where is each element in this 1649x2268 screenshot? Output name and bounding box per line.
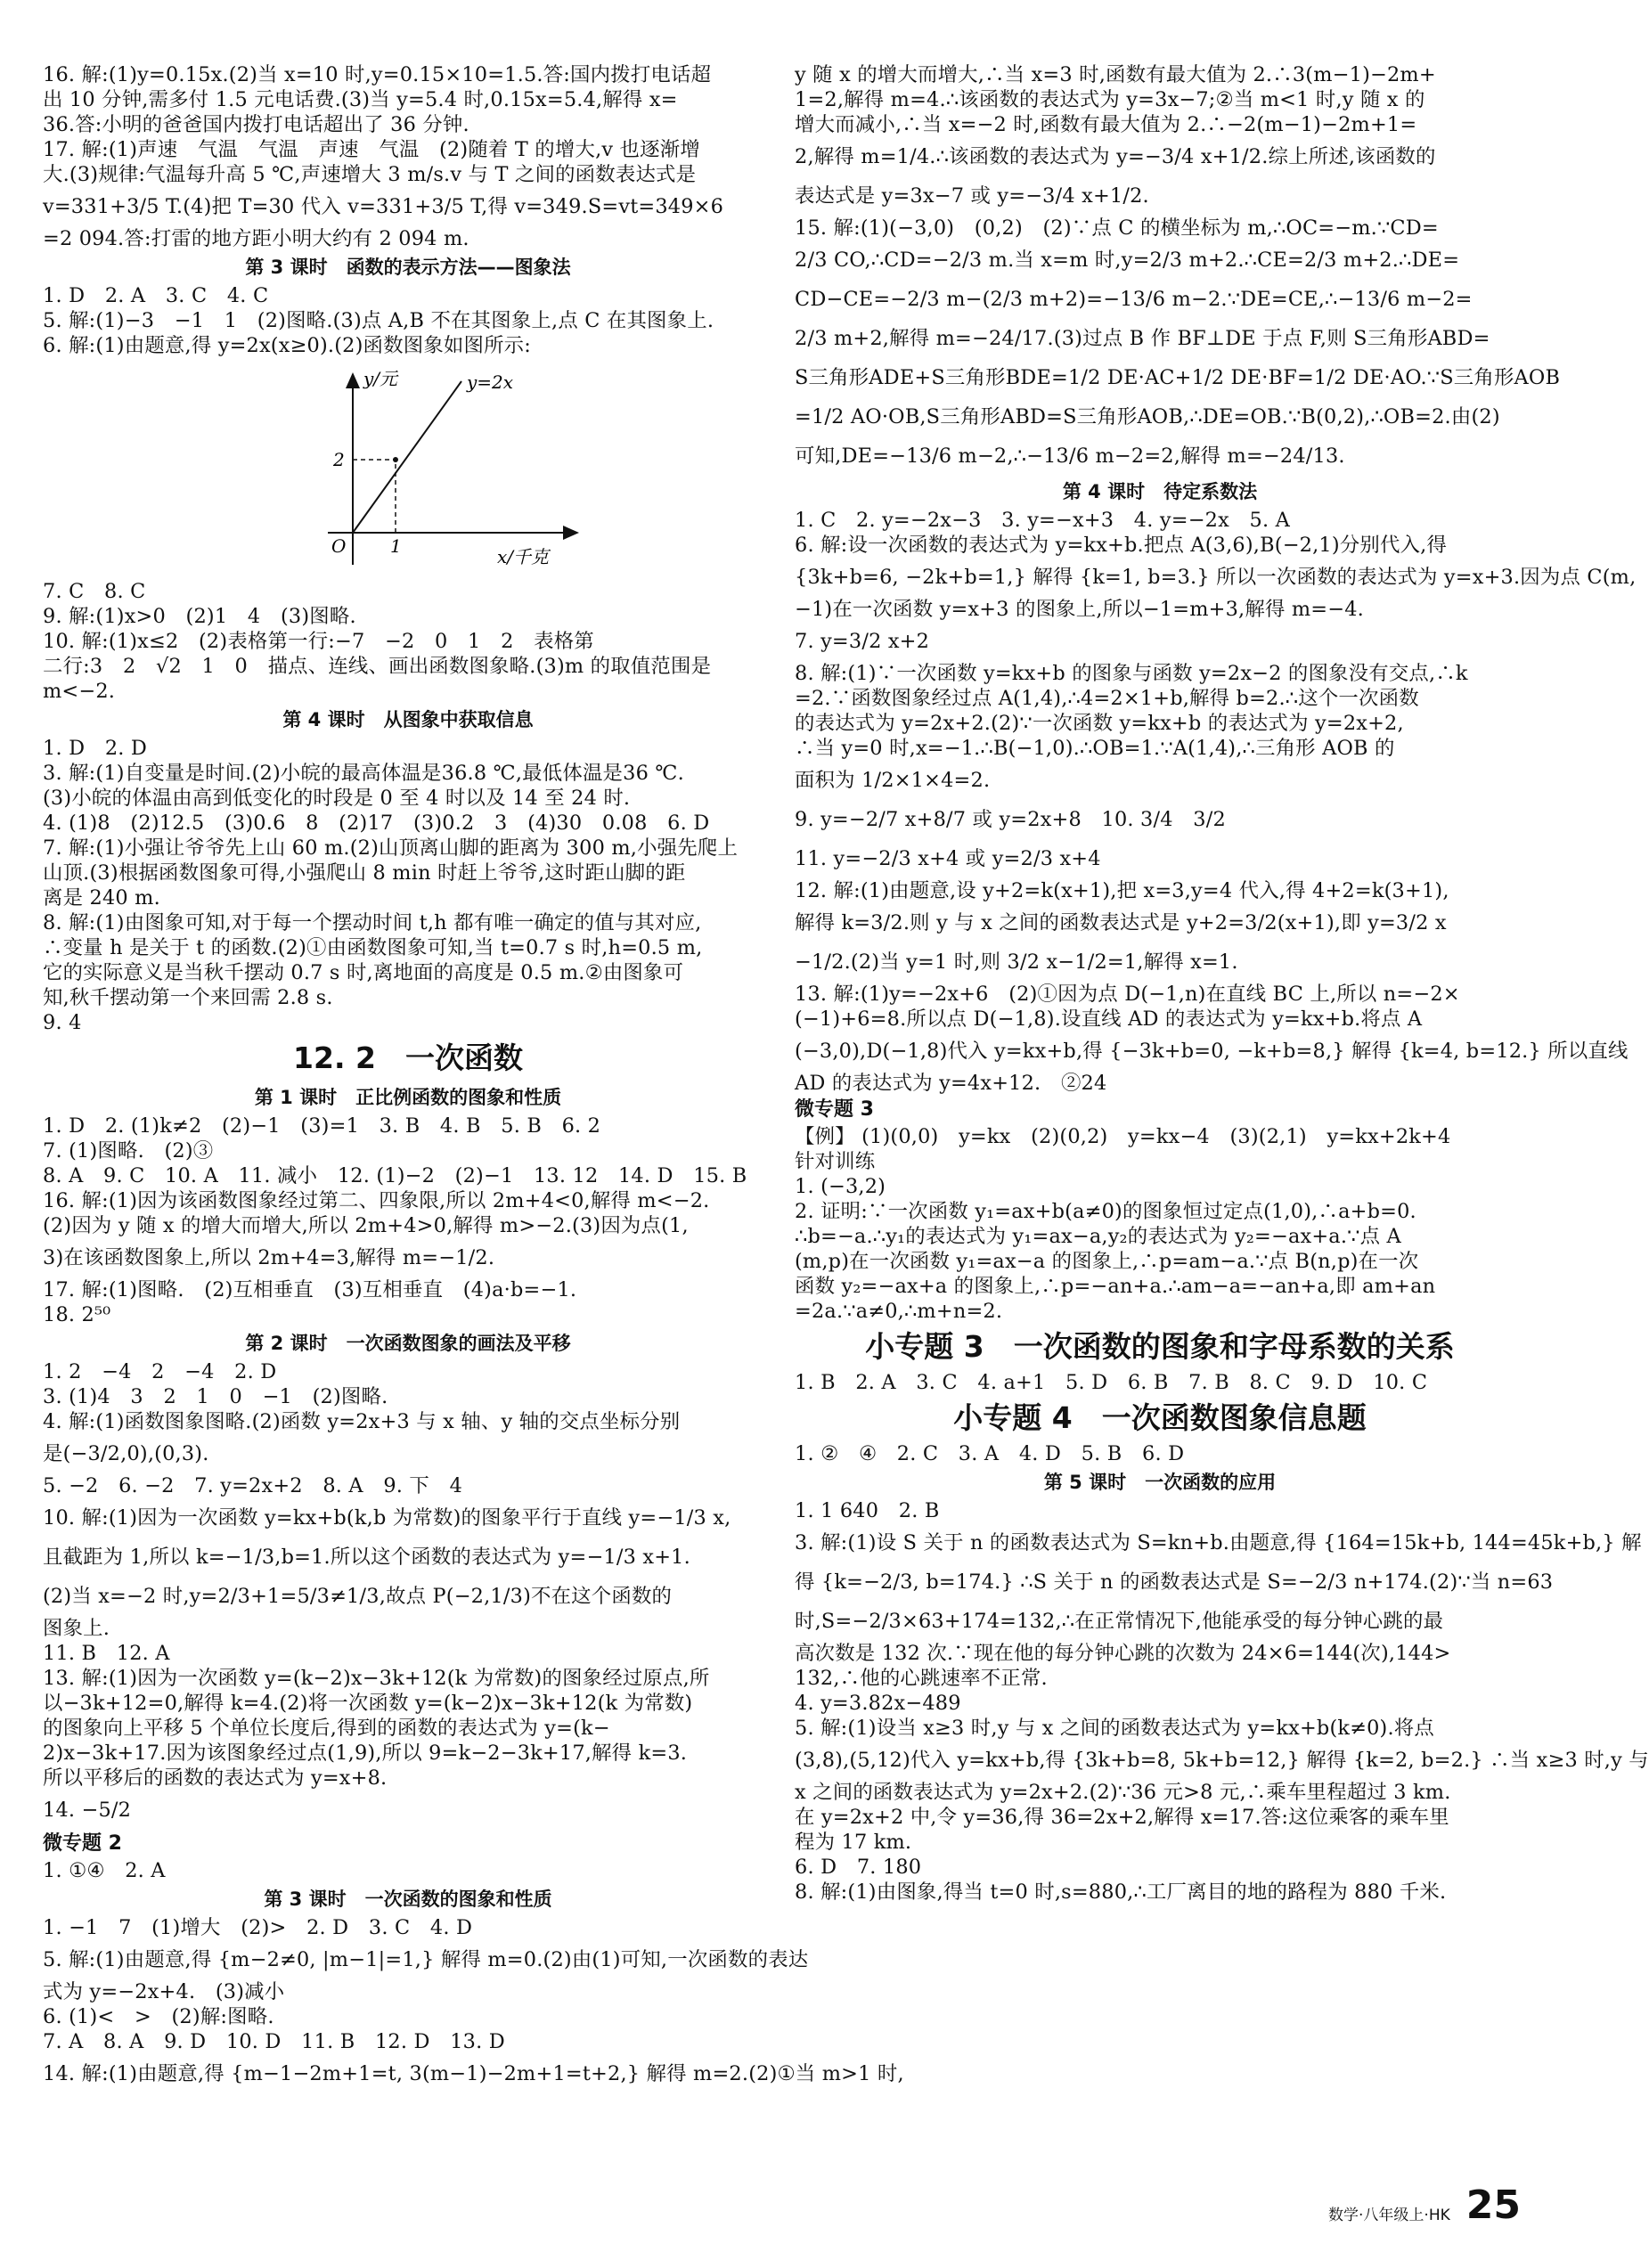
answer-line: 它的实际意义是当秋千摆动 0.7 s 时,离地面的高度是 0.5 m.②由图象可 [43,961,684,984]
answer-line: (m,p)在一次函数 y₁=ax−a 的图象上,∴p=am−a.∵点 B(n,p)在一次 [795,1250,1419,1273]
answer-line: =2a.∵a≠0,∴m+n=2. [795,1300,1003,1323]
answer-line: 6. D 7. 180 [795,1856,922,1879]
answer-line: 5. 解:(1)−3 −1 1 (2)图略.(3)点 A,B 不在其图象上,点 C 在其图象上. [43,309,714,332]
answer-line: 高次数是 132 次.∵现在他的每分钟心跳的次数为 24×6=144(次),144> [795,1642,1451,1665]
answer-line: =2.∵函数图象经过点 A(1,4),∴4=2×1+b,解得 b=2.∴这个一次函数 [795,687,1419,710]
answer-line: 时,S=−2/3×63+174=132,∴在正常情况下,他能承受的每分钟心跳的最 [795,1610,1444,1633]
answer-line: 得 {k=−2/3, b=174.} ∴S 关于 n 的函数表达式是 S=−2/3 n+174.(2)∵当 n=63 [795,1570,1554,1594]
answer-line: 二行:3 2 √2 1 0 描点、连线、画出函数图象略.(3)m 的取值范围是 [43,655,712,678]
answer-line: 132,∴他的心跳速率不正常. [795,1667,1048,1690]
answer-line: 7. C 8. C [43,580,146,603]
answer-line: 1. ①④ 2. A [43,1859,166,1882]
answer-line: ∴变量 h 是关于 t 的函数.(2)①由函数图象可知,当 t=0.7 s 时,h=0.5 m, [43,936,703,959]
answer-line: 6. (1)< > (2)解:图略. [43,2005,274,2028]
point-marker [393,457,398,462]
answer-line: 且截距为 1,所以 k=−1/3,b=1.所以这个函数的表达式为 y=−1/3 x+1. [43,1546,690,1569]
origin-label: O [331,535,347,557]
answer-line: 17. 解:(1)声速 气温 气温 声速 气温 (2)随着 T 的增大,v 也逐渐增 [43,138,700,161]
graph-svg [310,362,595,575]
answer-line: =1/2 AO·OB,S三角形ABD=S三角形AOB,∴DE=OB.∵B(0,2),∴OB=2.由(2) [795,405,1500,428]
answer-line: 【例】 (1)(0,0) y=kx (2)(0,2) y=kx−4 (3)(2,1) y=kx+2k+4 [795,1125,1451,1148]
answer-line: 1. 1 640 2. B [795,1499,940,1522]
answer-line: {3k+b=6, −2k+b=1,} 解得 {k=1, b=3.} 所以一次函数的表达式为 y=x+3.因为点 C(m, [795,566,1637,589]
answer-line: 13. 解:(1)因为一次函数 y=(k−2)x−3k+12(k 为常数)的图象经过原点,所 [43,1667,710,1690]
left-block4 [43,736,773,1035]
answer-line: 解得 k=3/2.则 y 与 x 之间的函数表达式是 y+2=3/2(x+1),即 y=3/2 x [795,911,1447,934]
answer-line: 7. 解:(1)小强让爷爷先上山 60 m.(2)山顶离山脚的距离为 300 m,小强先爬上 [43,836,739,860]
answer-line: 7. A 8. A 9. D 10. D 11. B 12. D 13. D [43,2030,505,2053]
answer-line: 8. 解:(1)∵一次函数 y=kx+b 的图象与函数 y=2x−2 的图象没有交点,∴k [795,662,1468,685]
line-label: y=2x [467,371,514,393]
answer-line: 表达式是 y=3x−7 或 y=−3/4 x+1/2. [795,184,1149,208]
answer-line: 36.答:小明的爸爸国内拨打电话超出了 36 分钟. [43,113,469,136]
left-block3 [43,579,773,704]
answer-line: 面积为 1/2×1×4=2. [795,769,991,792]
answer-line: 2/3 CO,∴CD=−2/3 m.当 x=m 时,y=2/3 m+2.∴CE=2/3 m+2.∴DE= [795,249,1460,272]
answer-line: 3. (1)4 3 2 1 0 −1 (2)图略. [43,1385,388,1408]
answer-line: 的表达式为 y=2x+2.(2)∵一次函数 y=kx+b 的表达式为 y=2x+2, [795,712,1404,735]
answer-line: (2)当 x=−2 时,y=2/3+1=5/3≠1/3,故点 P(−2,1/3)不在这个函数的 [43,1585,673,1608]
answer-line: AD 的表达式为 y=4x+12. ②24 [795,1072,1107,1095]
answer-line: =2 094.答:打雷的地方距小明大约有 2 094 m. [43,227,469,250]
answer-line: 1. D 2. D [43,737,148,760]
answer-line: 知,秋千摆动第一个来回需 2.8 s. [43,986,333,1009]
answer-line: 7. y=3/2 x+2 [795,630,930,653]
answer-line: 山顶.(3)根据函数图象可得,小强爬山 8 min 时赶上爷爷,这时距山脚的距 [43,861,686,885]
page-number: 25 [1465,2182,1521,2228]
answer-line: 2,解得 m=1/4.∴该函数的表达式为 y=−3/4 x+1/2.综上所述,该函数的 [795,145,1436,168]
lesson-heading: 第 4 课时 待定系数法 [1062,481,1258,502]
page-footer [1328,2182,1521,2228]
left-block5 [43,1114,773,1327]
answer-line: 15. 解:(1)(−3,0) (0,2) (2)∵点 C 的横坐标为 m,∴OC=−m.∵CD= [795,216,1439,240]
answer-line: 函数 y₂=−ax+a 的图象上,∴p=−an+a.∴am−a=−an+a,即 am+an [795,1275,1436,1298]
left-block6 [43,1359,773,1830]
function-graph [310,362,595,575]
answer-line: 10. 解:(1)因为一次函数 y=kx+b(k,b 为常数)的图象平行于直线 y=−1/3 x, [43,1506,731,1530]
mini-topic-heading: 微专题 2 [43,1832,122,1855]
x-axis-label: x/千克 [497,546,550,567]
answer-line: 以−3k+12=0,解得 k=4.(2)将一次函数 y=(k−2)x−3k+12(k 为常数) [43,1692,693,1715]
answer-line: 2. 证明:∵一次函数 y₁=ax+b(a≠0)的图象恒过定点(1,0),∴a+b=0. [795,1200,1416,1223]
answer-line: 4. y=3.82x−489 [795,1692,961,1715]
right-block1 [795,62,1561,476]
answer-line: 1. −1 7 (1)增大 (2)> 2. D 3. C 4. D [43,1916,473,1939]
answer-line: m<−2. [43,680,116,703]
tick-y-label: 2 [333,449,345,470]
answer-line: 6. 解:(1)由题意,得 y=2x(x≥0).(2)函数图象如图所示: [43,334,532,357]
right-block6 [795,1498,1649,1905]
answer-line: 1. D 2. A 3. C 4. C [43,284,269,307]
answer-line: 是(−3/2,0),(0,3). [43,1442,209,1465]
y-axis-label: y/元 [363,368,398,389]
answer-line: 1. 2 −4 2 −4 2. D [43,1360,277,1383]
answer-line: 14. −5/2 [43,1799,132,1822]
answer-line: 1. C 2. y=−2x−3 3. y=−x+3 4. y=−2x 5. A [795,509,1290,532]
left-block2 [43,283,773,358]
answer-line: 7. (1)图略. (2)③ [43,1139,214,1163]
answer-line: 增大而减小,∴当 x=−2 时,函数有最大值为 2.∴−2(m−1)−2m+1= [795,113,1417,136]
answer-line: (−3,0),D(−1,8)代入 y=kx+b,得 {−3k+b=0, −k+b=8,} 解得 {k=4, b=12.} 所以直线 [795,1040,1629,1063]
answer-line: 8. 解:(1)由图象可知,对于每一个摆动时间 t,h 都有唯一确定的值与其对应, [43,911,702,934]
answer-line: S三角形ADE+S三角形BDE=1/2 DE·AC+1/2 DE·BF=1/2 DE·AO.∵S三角形AOB [795,366,1561,389]
answer-line: 出 10 分钟,需多付 1.5 元电话费.(3)当 y=5.4 时,0.15x=5.4,解得 x= [43,88,678,111]
answer-line: x 之间的函数表达式为 y=2x+2.(2)∵36 元>8 元,∴乘车里程超过 3 km. [795,1781,1451,1804]
answer-line: 针对训练 [795,1150,876,1173]
answer-line: 3. 解:(1)自变量是时间.(2)小皖的最高体温是36.8 ℃,最低体温是36 ℃. [43,762,684,785]
answer-line: ∴当 y=0 时,x=−1.∴B(−1,0).∴OB=1.∵A(1,4),∴三角形 AOB 的 [795,737,1395,760]
lesson-heading: 第 4 课时 从图象中获取信息 [282,709,534,730]
answer-line: (3)小皖的体温由高到低变化的时段是 0 至 4 时以及 14 至 24 时. [43,787,631,810]
answer-line: 16. 解:(1)y=0.15x.(2)当 x=10 时,y=0.15×10=1.5.答:国内拨打电话超 [43,63,712,86]
answer-line: 5. 解:(1)设当 x≥3 时,y 与 x 之间的函数表达式为 y=kx+b(k≠0).将点 [795,1717,1434,1740]
answer-line: 5. −2 6. −2 7. y=2x+2 8. A 9. 下 4 [43,1474,463,1497]
answer-line: 8. A 9. C 10. A 11. 减小 12. (1)−2 (2)−1 13. 12 14. D 15. B [43,1164,747,1187]
answer-line: 式为 y=−2x+4. (3)减小 [43,1980,285,2003]
answer-line: −1/2.(2)当 y=1 时,则 3/2 x−1/2=1,解得 x=1. [795,950,1238,974]
answer-line: 4. (1)8 (2)12.5 (3)0.6 8 (2)17 (3)0.2 3 (4)30 0.08 6. D [43,812,710,835]
answer-line: 2/3 m+2,解得 m=−24/17.(3)过点 B 作 BF⊥DE 于点 F,则 S三角形ABD= [795,327,1490,350]
lesson-heading: 第 3 课时 一次函数的图象和性质 [264,1889,552,1910]
answer-line: CD−CE=−2/3 m−(2/3 m+2)=−13/6 m−2.∵DE=CE,∴−13/6 m−2= [795,288,1473,311]
answer-line: 1=2,解得 m=4.∴该函数的表达式为 y=3x−7;②当 m<1 时,y 随 x 的 [795,88,1425,111]
right-block5 [795,1441,1525,1466]
right-block2 [795,508,1637,1096]
answer-line: 程为 17 km. [795,1831,912,1854]
answer-line: 16. 解:(1)因为该函数图象经过第二、四象限,所以 2m+4<0,解得 m<−2. [43,1189,710,1212]
answer-line: 离是 240 m. [43,886,160,910]
answer-line: 可知,DE=−13/6 m−2,∴−13/6 m−2=2,解得 m=−24/13. [795,445,1345,468]
book-info: 数学·八年级上·HK [1328,2207,1450,2224]
right-block3 [795,1124,1525,1324]
answer-line: (2)因为 y 随 x 的增大而增大,所以 2m+4>0,解得 m>−2.(3)因为点(1, [43,1214,689,1237]
answer-line: 图象上. [43,1617,110,1640]
lesson-heading: 第 3 课时 函数的表示方法——图象法 [245,257,571,278]
answer-line: 13. 解:(1)y=−2x+6 (2)①因为点 D(−1,n)在直线 BC 上,所以 n=−2× [795,983,1460,1006]
answer-line: ∴b=−a.∴y₁的表达式为 y₁=ax−a,y₂的表达式为 y₂=−ax+a.∵点 A [795,1225,1401,1248]
answer-line: 17. 解:(1)图略. (2)互相垂直 (3)互相垂直 (4)a·b=−1. [43,1278,577,1301]
answer-line: 9. 解:(1)x>0 (2)1 4 (3)图略. [43,605,356,628]
answer-line: y 随 x 的增大而增大,∴当 x=3 时,函数有最大值为 2.∴3(m−1)−2m+ [795,63,1436,86]
answer-line: 1. ② ④ 2. C 3. A 4. D 5. B 6. D [795,1442,1185,1465]
answer-line: −1)在一次函数 y=x+3 的图象上,所以−1=m+3,解得 m=−4. [795,598,1364,621]
answer-line: 1. D 2. (1)k≠2 (2)−1 (3)=1 3. B 4. B 5. B 6. 2 [43,1114,601,1138]
topic-title: 小专题 3 一次函数的图象和字母系数的关系 [865,1329,1455,1364]
answer-line: 18. 2⁵⁰ [43,1303,111,1326]
answer-line: 2)x−3k+17.因为该图象经过点(1,9),所以 9=k−2−3k+17,解得 k=3. [43,1742,688,1765]
answer-line: 3)在该函数图象上,所以 2m+4=3,解得 m=−1/2. [43,1246,495,1269]
graph-line [353,381,461,533]
topic-title: 小专题 4 一次函数图象信息题 [953,1400,1367,1435]
answer-line: 3. 解:(1)设 S 关于 n 的函数表达式为 S=kn+b.由题意,得 {164=15k+b, 144=45k+b,} 解 [795,1531,1642,1554]
lesson-heading: 第 5 课时 一次函数的应用 [1043,1472,1277,1493]
lesson-heading: 第 2 课时 一次函数图象的画法及平移 [245,1333,571,1354]
answer-line: 6. 解:设一次函数的表达式为 y=kx+b.把点 A(3,6),B(−2,1)分别代入,得 [795,534,1448,557]
answer-line: 4. 解:(1)函数图象图略.(2)函数 y=2x+3 与 x 轴、y 轴的交点坐标分别 [43,1410,681,1433]
answer-line: 在 y=2x+2 中,令 y=36,得 36=2x+2,解得 x=17.答:这位乘客的乘车里 [795,1806,1449,1829]
right-block4 [795,1370,1525,1395]
right-column [795,62,1649,1905]
answer-line: (−1)+6=8.所以点 D(−1,8).设直线 AD 的表达式为 y=kx+b.将点 A [795,1008,1423,1031]
answer-line: 1. B 2. A 3. C 4. a+1 5. D 6. B 7. B 8. C 9. D 10. C [795,1371,1428,1394]
answer-line: 14. 解:(1)由题意,得 {m−1−2m+1=t, 3(m−1)−2m+1=t+2,} 解得 m=2.(2)①当 m>1 时, [43,2062,904,2085]
answer-line: 5. 解:(1)由题意,得 {m−2≠0, |m−1|=1,} 解得 m=0.(2)由(1)可知,一次函数的表达 [43,1948,809,1971]
answer-line: 12. 解:(1)由题意,设 y+2=k(x+1),把 x=3,y=4 代入,得 4+2=k(3+1), [795,879,1449,902]
section-title: 12. 2 一次函数 [293,1040,523,1075]
answer-line: 8. 解:(1)由图象,得当 t=0 时,s=880,∴工厂离目的地的路程为 880 千米. [795,1880,1447,1904]
answer-line: 9. 4 [43,1011,82,1034]
left-block8 [43,1915,904,2093]
left-block7 [43,1858,773,1883]
answer-line: 1. (−3,2) [795,1175,886,1198]
answer-line: 11. y=−2/3 x+4 或 y=2/3 x+4 [795,847,1101,870]
mini-topic-heading: 微专题 3 [795,1098,874,1121]
tick-x-label: 1 [390,535,402,557]
answer-line: 9. y=−2/7 x+8/7 或 y=2x+8 10. 3/4 3/2 [795,808,1226,831]
answer-line: 大.(3)规律:气温每升高 5 ℃,声速增大 3 m/s.v 与 T 之间的函数表达式是 [43,163,697,186]
answer-line: v=331+3/5 T.(4)把 T=30 代入 v=331+3/5 T,得 v=349.S=vt=349×6 [43,195,724,218]
answer-line: 11. B 12. A [43,1642,170,1665]
answer-line: 的图象向上平移 5 个单位长度后,得到的函数的表达式为 y=(k− [43,1717,610,1740]
lesson-heading: 第 1 课时 正比例函数的图象和性质 [254,1087,562,1108]
left-block1 [43,62,773,251]
answer-line: (3,8),(5,12)代入 y=kx+b,得 {3k+b=8, 5k+b=12,} 解得 {k=2, b=2.} ∴当 x≥3 时,y 与 [795,1749,1649,1772]
answer-line: 10. 解:(1)x≤2 (2)表格第一行:−7 −2 0 1 2 表格第 [43,630,594,653]
answer-line: 所以平移后的函数的表达式为 y=x+8. [43,1766,388,1790]
